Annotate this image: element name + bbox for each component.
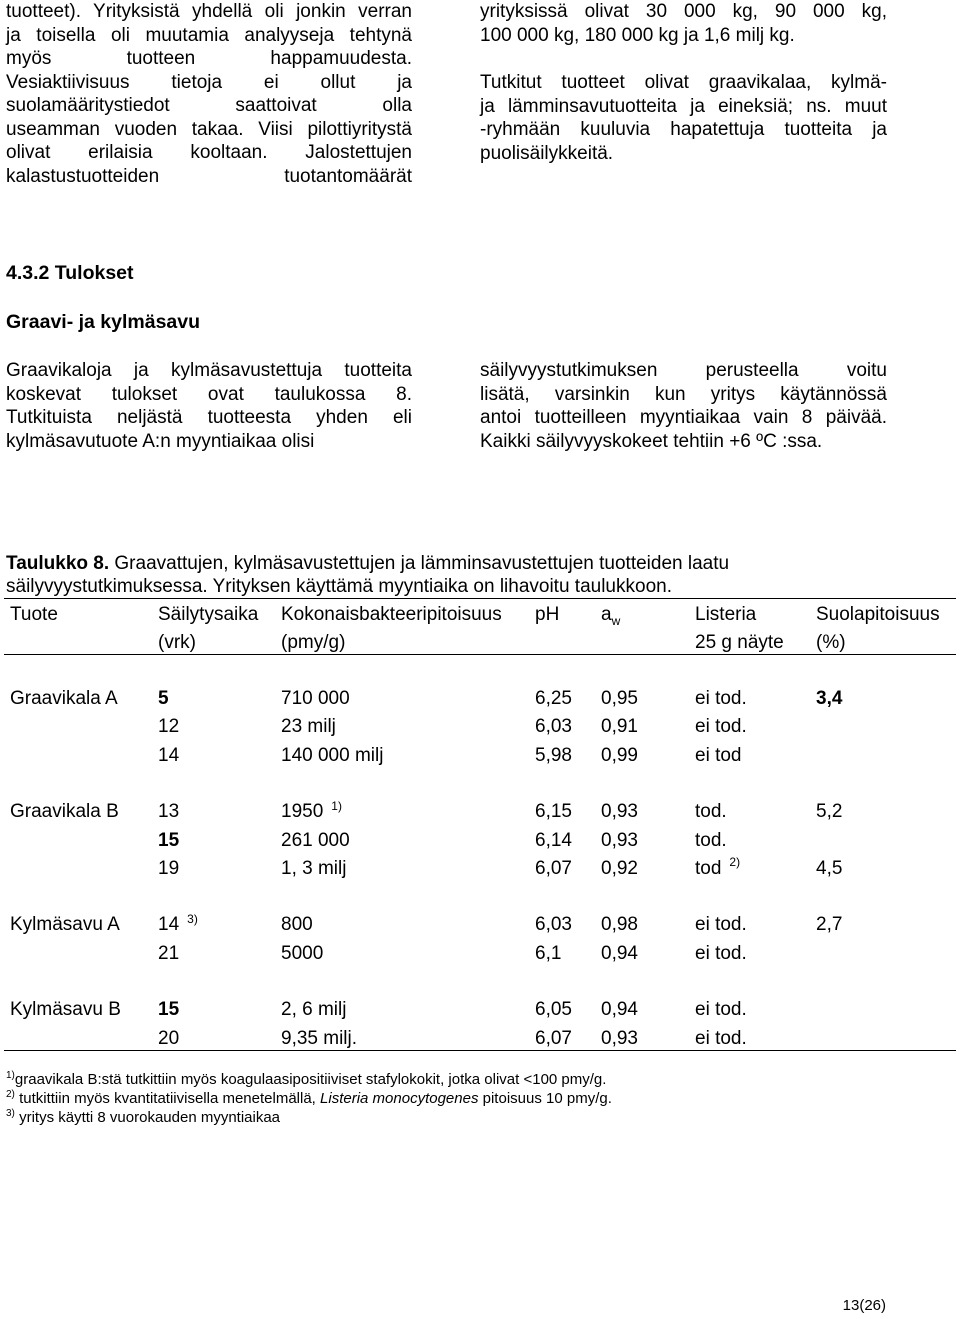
cell-total-bacteria: 2, 6 milj [281,999,347,1021]
cell-ph: 6,14 [535,829,572,851]
cell-listeria: tod $^{2)}$ [695,855,741,879]
text-line: Tutkituista neljästä tuotteesta yhden eli [6,407,412,428]
footnote-1: $^{1)}$graavikala B:stä tutkittiin myös koagulaasipositiiviset stafylokokit, jotka olivat <100 pmy/g. [6,1070,607,1088]
table-bottom-rule [4,1050,956,1051]
cell-water-activity: 0,94 [601,942,638,964]
header-water-activity: $a_w$ [601,604,621,628]
text-line: ja lämminsavutuotteita ja eineksiä; ns. muut [480,95,887,117]
cell-ph: 6,25 [535,688,572,709]
footnote-3: $^{3)}$ yritys käytti 8 vuorokauden myyntiaikaa [6,1108,281,1126]
header-salt: Suolapitoisuus [816,604,940,625]
cell-storage-days: 14 [158,744,180,766]
cell-ph: 6,03 [535,716,572,738]
cell-total-bacteria: 800 [281,914,313,936]
text-line: ja toisella oli muutamia analyyseja tehtynä [6,24,412,46]
text-line: lisätä, varsinkin kun yritys käytännössä [480,383,887,405]
cell-storage-days: 14 $^{3)}$ [158,912,198,936]
cell-ph: 6,07 [535,857,572,879]
cell-total-bacteria: 9,35 milj. [281,1027,358,1049]
header-ph: pH [535,604,560,625]
intro-text-right [480,0,887,165]
cell-ph: 6,15 [535,801,572,823]
header-listeria-unit: 25 g näyte [695,632,784,653]
text-line: 100 000 kg, 180 000 kg ja 1,6 milj kg. [480,24,795,46]
cell-ph: 6,03 [535,914,572,936]
text-line: koskevat tulokset ovat taulukossa 8. [6,383,412,405]
cell-water-activity: 0,93 [601,829,638,851]
text-line: tuotteet). Yrityksistä yhdellä oli jonkin verran [6,1,412,22]
cell-water-activity: 0,94 [601,999,638,1021]
text-line: Vesiaktiivisuus tietoja ei ollut ja [6,71,412,93]
table-caption-line1: Graavattujen, kylmäsavustettujen ja lämminsavustettujen tuotteiden laatu [109,553,730,574]
cell-storage-days: 20 [158,1027,180,1049]
table-caption-line2: säilyvyystutkimuksessa. Yrityksen käyttämä myyntiaika on lihavoitu taulukkoon. [6,576,672,597]
cell-product: Graavikala A [10,688,118,709]
cell-total-bacteria: 261 000 [281,829,350,851]
cell-product: Graavikala B [10,801,119,823]
cell-water-activity: 0,95 [601,688,638,709]
cell-water-activity: 0,92 [601,857,638,879]
cell-total-bacteria: 710 000 [281,688,350,709]
table-caption-label: Taulukko 8. [6,553,110,574]
sub-heading: Graavi- ja kylmäsavu [6,311,201,333]
cell-listeria: ei tod. [695,716,747,738]
header-total-bacteria-unit: (pmy/g) [281,632,346,653]
header-product: Tuote [10,604,58,625]
cell-listeria: ei tod. [695,688,747,709]
cell-storage-days: 12 [158,716,180,738]
text-line: Tutkitut tuotteet olivat graavikalaa, kylmä- [480,72,887,93]
text-line: kalastustuotteiden tuotantomäärät [6,165,412,187]
cell-water-activity: 0,93 [601,1027,638,1049]
table-top-rule [4,598,956,599]
cell-listeria: ei tod. [695,999,747,1021]
header-total-bacteria: Kokonaisbakteeripitoisuus [281,604,502,625]
text-line: Graavikaloja ja kylmäsavustettuja tuotteita [6,360,412,381]
text-line: olivat erilaisia kooltaan. Jalostettujen [6,142,412,163]
cell-salt: 3,4 [816,688,843,709]
cell-ph: 6,1 [535,942,562,964]
results-text-right [480,359,887,453]
section-heading: 4.3.2 Tulokset [6,262,134,284]
cell-total-bacteria: 5000 [281,942,324,964]
text-line: myös tuotteen happamuudesta. [6,48,412,69]
header-storage-time: Säilytysaika [158,604,259,625]
cell-storage-days: 13 [158,801,180,823]
text-line: suolamääritystiedot saattoivat olla [6,95,412,116]
cell-ph: 6,05 [535,999,572,1021]
header-listeria: Listeria [695,604,757,625]
cell-total-bacteria: 1950 $^{1)}$ [281,798,342,823]
cell-product: Kylmäsavu A [10,914,120,936]
cell-product: Kylmäsavu B [10,999,121,1021]
header-storage-unit: (vrk) [158,632,196,653]
text-line: useamman vuoden takaa. Viisi pilottiyritystä [6,118,412,140]
cell-storage-days: 5 [158,688,169,709]
studied-products-paragraph [480,71,887,165]
intro-text-left [6,0,412,188]
text-line: kylmäsavutuote A:n myyntiaikaa olisi [6,430,315,452]
cell-water-activity: 0,91 [601,716,638,738]
text-line: -ryhmään kuuluvia hapatettuja tuotteita ja [480,119,887,140]
page-number: 13(26) [842,1297,886,1314]
cell-ph: 5,98 [535,744,572,766]
cell-water-activity: 0,99 [601,744,638,766]
cell-salt: 4,5 [816,857,843,879]
text-line: yrityksissä olivat 30 000 kg, 90 000 kg, [480,1,887,22]
cell-ph: 6,07 [535,1027,572,1049]
results-text-left [6,359,412,453]
cell-listeria: tod. [695,829,727,851]
cell-salt: 2,7 [816,914,843,936]
cell-listeria: ei tod [695,744,742,766]
cell-total-bacteria: 140 000 milj [281,744,384,766]
cell-total-bacteria: 23 milj [281,716,336,738]
cell-listeria: ei tod. [695,942,747,964]
cell-listeria: ei tod. [695,1027,747,1049]
cell-salt: 5,2 [816,801,843,823]
cell-water-activity: 0,98 [601,914,638,936]
text-line: puolisäilykkeitä. [480,142,614,164]
cell-storage-days: 21 [158,942,180,964]
text-line: säilyvyystutkimuksen perusteella voitu [480,360,887,381]
table-caption [6,552,956,598]
cell-storage-days: 19 [158,857,180,879]
cell-storage-days: 15 [158,829,180,851]
production-volumes-paragraph [480,0,887,47]
cell-total-bacteria: 1, 3 milj [281,857,347,879]
footnote-2: $^{2)}$ tutkittiin myös kvantitatiivisella menetelmällä, Listeria monocytogenes pitoisuus 10 pmy/g. [6,1089,612,1107]
cell-listeria: tod. [695,801,727,823]
text-line: antoi tuotteilleen myyntiaikaa vain 8 päivää. [480,407,887,428]
header-salt-unit: (%) [816,632,846,653]
text-line: Kaikki säilyvyyskokeet tehtiin +6 ºC :ssa. [480,430,823,452]
footnotes [6,1070,906,1127]
table-header-rule [4,654,956,655]
cell-listeria: ei tod. [695,914,747,936]
cell-storage-days: 15 [158,999,180,1021]
cell-water-activity: 0,93 [601,801,638,823]
